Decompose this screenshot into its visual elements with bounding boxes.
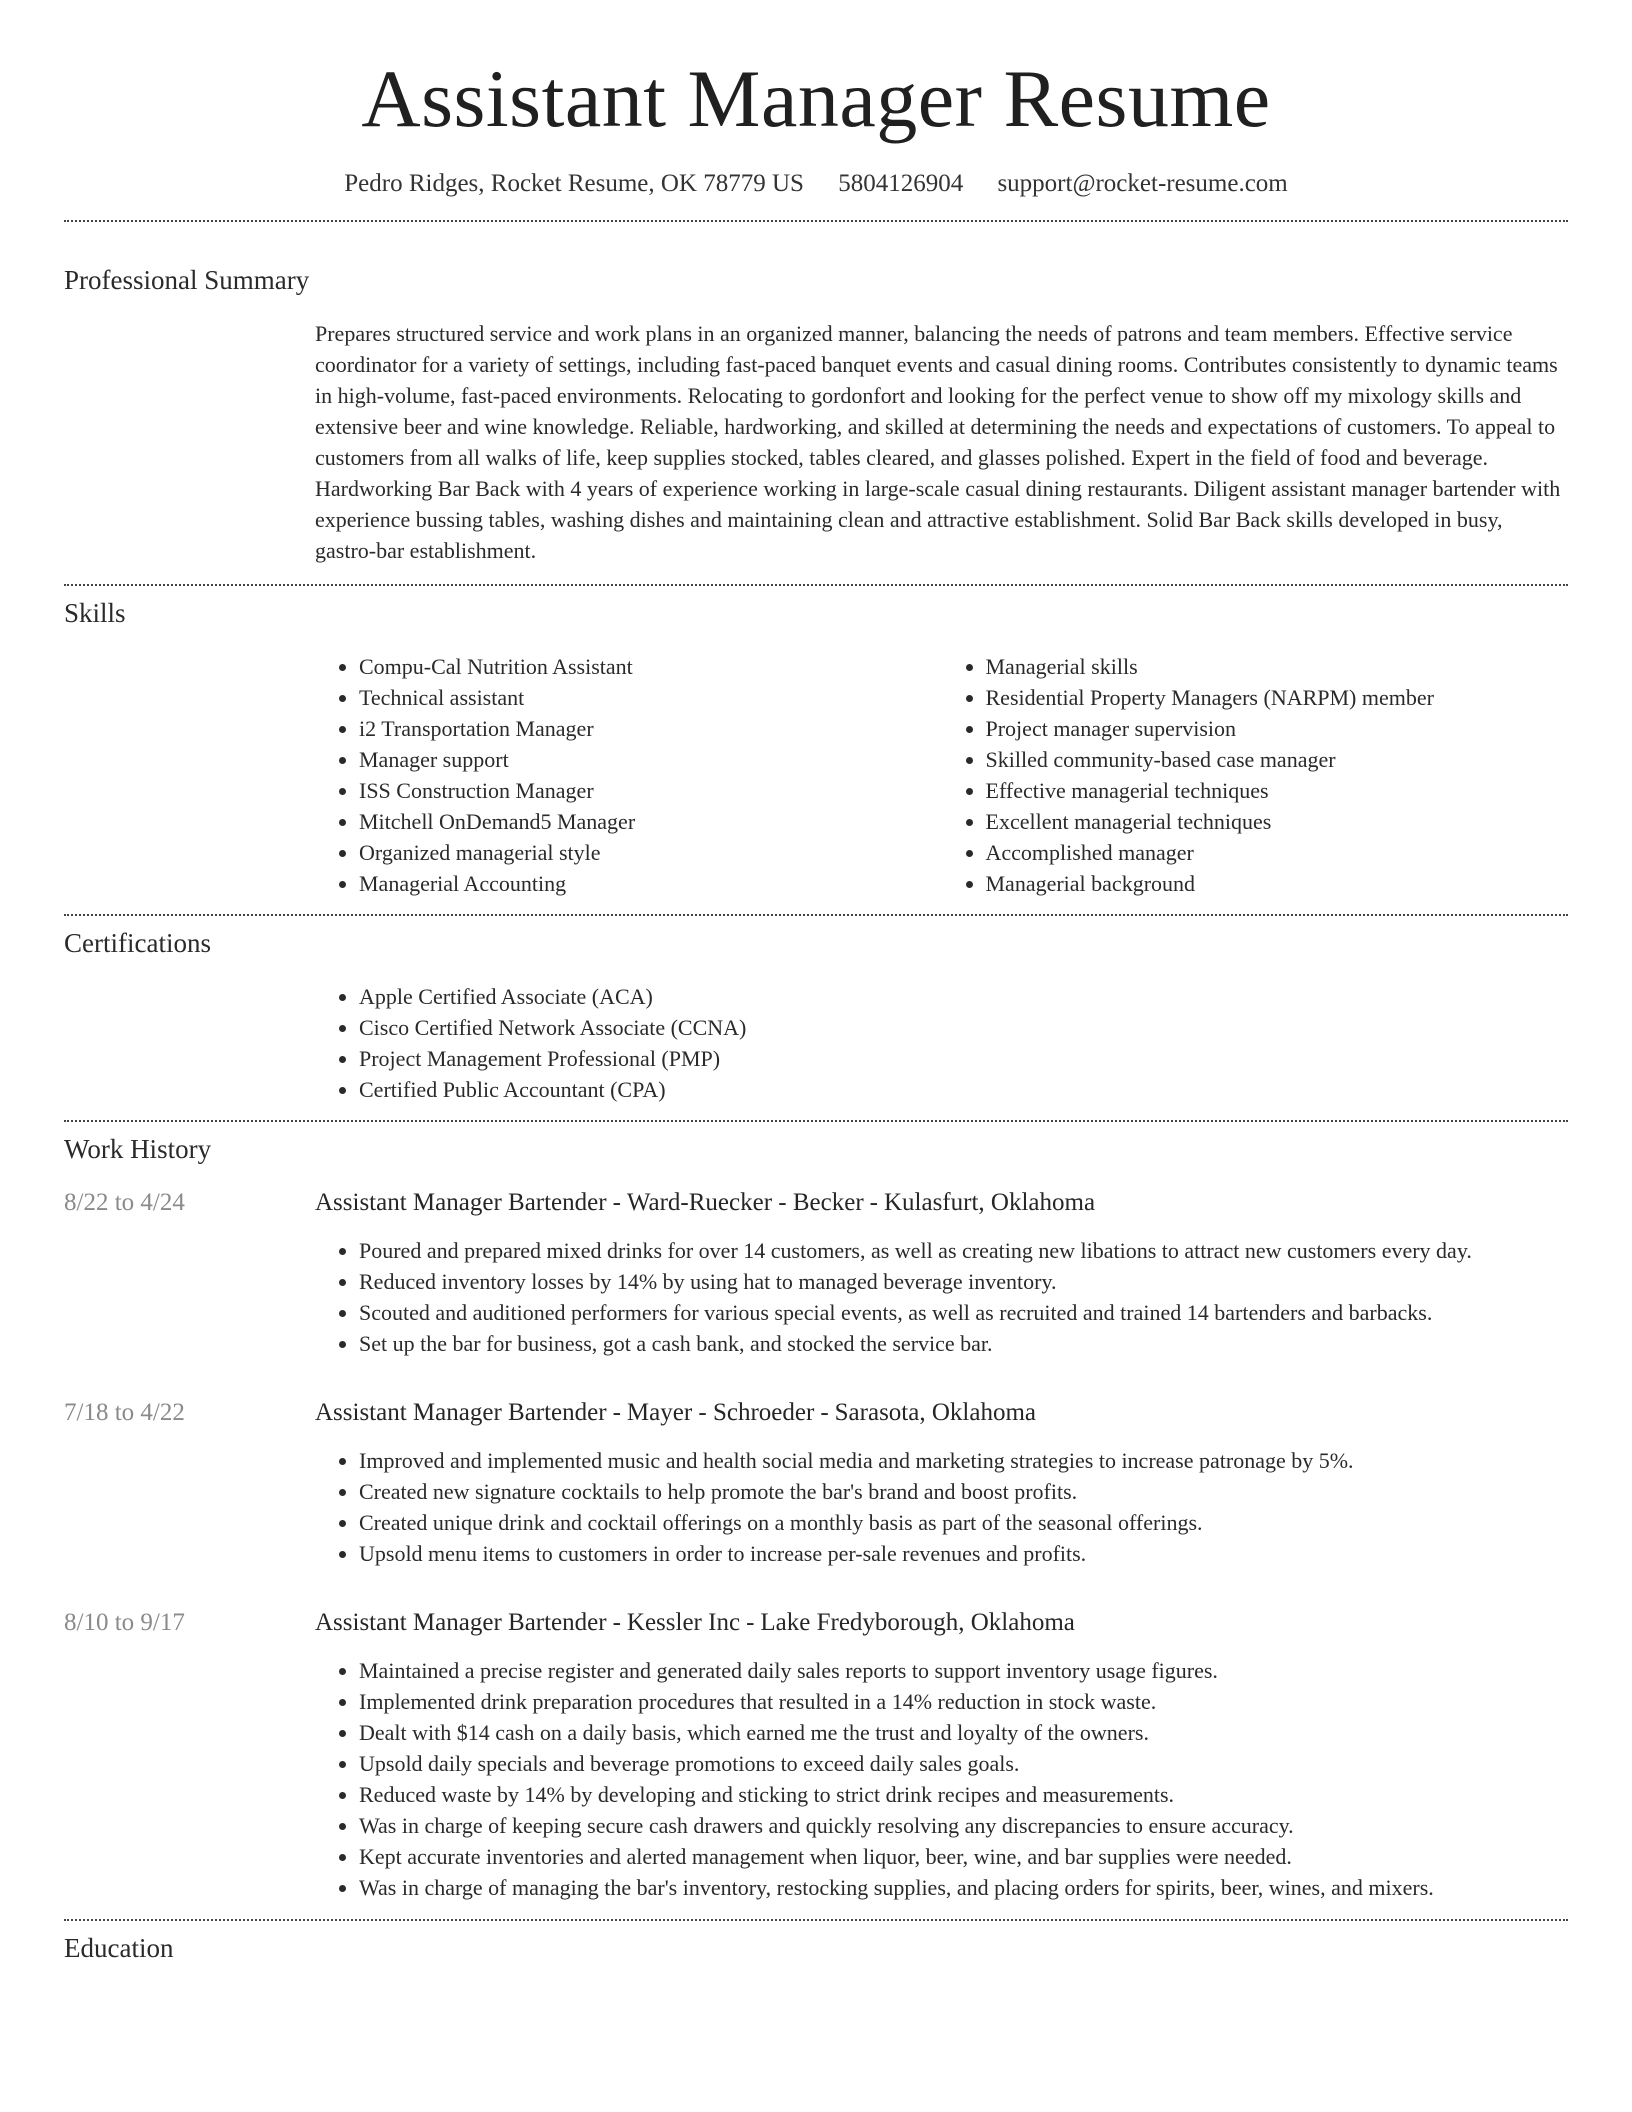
job-company: Mayer - Schroeder <box>626 1399 815 1426</box>
certification-item: • Cisco Certified Network Associate (CCNA) <box>359 1012 1568 1043</box>
skills-list-right <box>942 651 1569 899</box>
skill-item: • Managerial background <box>986 868 1569 899</box>
job-bullet: • Created unique drink and cocktail offerings on a monthly basis as part of the seasonal offerings. <box>359 1507 1568 1538</box>
section-work-history <box>64 1122 1568 1903</box>
certifications-body <box>315 981 1568 1105</box>
section-heading: Professional Summary <box>64 265 310 295</box>
resume-page <box>64 0 1568 1964</box>
skill-item: • Accomplished manager <box>986 837 1569 868</box>
job-location: Sarasota, Oklahoma <box>834 1399 1036 1426</box>
job-body <box>315 1445 1568 1569</box>
job-bullet: • Reduced inventory losses by 14% by using hat to managed beverage inventory. <box>359 1266 1568 1297</box>
job-location: Lake Fredyborough, Oklahoma <box>760 1609 1075 1636</box>
contact-phone: 5804126904 <box>838 170 964 197</box>
job-dates: 8/10 to 9/17 <box>64 1609 185 1636</box>
section-heading: Education <box>64 1933 174 1963</box>
job-dates: 8/22 to 4/24 <box>64 1189 185 1216</box>
job-dates: 7/18 to 4/22 <box>64 1399 185 1426</box>
summary-body <box>315 318 1568 566</box>
job-bullet: • Created new signature cocktails to help promote the bar's brand and boost profits. <box>359 1476 1568 1507</box>
job-bullet: • Upsold daily specials and beverage promotions to exceed daily sales goals. <box>359 1748 1568 1779</box>
skill-item: • Excellent managerial techniques <box>986 806 1569 837</box>
job-entry <box>64 1609 1568 1903</box>
skill-item: • Skilled community-based case manager <box>986 744 1569 775</box>
job-bullets <box>315 1445 1568 1569</box>
job-location: Kulasfurt, Oklahoma <box>883 1189 1096 1216</box>
job-bullet: • Maintained a precise register and generated daily sales reports to support inventory usage figures. <box>359 1655 1568 1686</box>
skill-item: • Manager support <box>359 744 942 775</box>
job-bullet: • Kept accurate inventories and alerted management when liquor, beer, wine, and bar supplies were needed. <box>359 1841 1568 1872</box>
skills-list-left <box>315 651 942 899</box>
contact-line <box>64 170 1568 198</box>
job-bullet: • Upsold menu items to customers in order to increase per-sale revenues and profits. <box>359 1538 1568 1569</box>
job-bullet: • Dealt with $14 cash on a daily basis, which earned me the trust and loyalty of the owners. <box>359 1717 1568 1748</box>
job-title: Assistant Manager Bartender <box>315 1609 607 1636</box>
job-bullet: • Scouted and auditioned performers for various special events, as well as recruited and trained 14 bartenders and barbacks. <box>359 1297 1568 1328</box>
section-education <box>64 1921 1568 1964</box>
resume-title: Assistant Manager Resume <box>361 53 1271 144</box>
skill-item: • Residential Property Managers (NARPM) member <box>986 682 1569 713</box>
section-heading: Skills <box>64 598 126 628</box>
job-body <box>315 1655 1568 1903</box>
job-title: Assistant Manager Bartender <box>315 1189 607 1216</box>
job-bullet: • Was in charge of managing the bar's inventory, restocking supplies, and placing orders for spirits, beer, wines, and mixers. <box>359 1872 1568 1903</box>
job-entry <box>64 1189 1568 1359</box>
job-company: Kessler Inc <box>626 1609 741 1636</box>
skill-item: • Compu-Cal Nutrition Assistant <box>359 651 942 682</box>
certification-item: • Certified Public Accountant (CPA) <box>359 1074 1568 1105</box>
skill-item: • Managerial skills <box>986 651 1569 682</box>
job-bullet: • Set up the bar for business, got a cash bank, and stocked the service bar. <box>359 1328 1568 1359</box>
job-body <box>315 1235 1568 1359</box>
skill-item: • i2 Transportation Manager <box>359 713 942 744</box>
job-bullets <box>315 1235 1568 1359</box>
job-heading: Assistant Manager Bartender - Kessler Inc - Lake Fredyborough, Oklahoma <box>315 1609 1075 1636</box>
certification-item: • Apple Certified Associate (ACA) <box>359 981 1568 1012</box>
job-heading: Assistant Manager Bartender - Mayer - Schroeder - Sarasota, Oklahoma <box>315 1399 1036 1426</box>
summary-text: Prepares structured service and work plans in an organized manner, balancing the needs of patrons and team members. Effective service coordinator for a variety of settings, including fast-paced banquet events and casual dining rooms. Contributes consistently to dynamic teams in high-volume, fast-paced environments. Relocating to gordonfort and looking for the perfect venue to show off my mixology skills and extensive beer and wine knowledge. Reliable, hardworking, and skilled at determining the needs and expectations of customers. To appeal to customers from all walks of life, keep supplies stocked, tables cleared, and glasses polished. Expert in the field of food and beverage. Hardworking Bar Back with 4 years of experience working in large-scale casual dining restaurants. Diligent assistant manager bartender with experience bussing tables, washing dishes and maintaining clean and attractive establishment. Solid Bar Back skills developed in busy, gastro-bar establishment. <box>315 321 1561 563</box>
skill-item: • Managerial Accounting <box>359 868 942 899</box>
section-certifications <box>64 916 1568 1105</box>
skill-item: • Effective managerial techniques <box>986 775 1569 806</box>
job-bullet: • Poured and prepared mixed drinks for over 14 customers, as well as creating new libations to attract new customers every day. <box>359 1235 1568 1266</box>
job-bullet: • Reduced waste by 14% by developing and sticking to strict drink recipes and measurements. <box>359 1779 1568 1810</box>
section-heading: Certifications <box>64 928 211 958</box>
skill-item: • ISS Construction Manager <box>359 775 942 806</box>
skill-item: • Project manager supervision <box>986 713 1569 744</box>
skill-item: • Technical assistant <box>359 682 942 713</box>
job-entry <box>64 1399 1568 1569</box>
skill-item: • Mitchell OnDemand5 Manager <box>359 806 942 837</box>
contact-email: support@rocket-resume.com <box>997 170 1288 197</box>
section-heading: Work History <box>64 1134 212 1164</box>
skill-item: • Organized managerial style <box>359 837 942 868</box>
skills-grid <box>315 651 1568 899</box>
section-skills <box>64 586 1568 899</box>
section-summary <box>64 222 1568 566</box>
job-company: Ward-Ruecker - Becker <box>626 1189 864 1216</box>
job-heading: Assistant Manager Bartender - Ward-Ruecker - Becker - Kulasfurt, Oklahoma <box>315 1189 1096 1216</box>
job-bullets <box>315 1655 1568 1903</box>
job-bullet: • Improved and implemented music and health social media and marketing strategies to increase patronage by 5%. <box>359 1445 1568 1476</box>
job-bullet: • Was in charge of keeping secure cash drawers and quickly resolving any discrepancies to ensure accuracy. <box>359 1810 1568 1841</box>
certification-item: • Project Management Professional (PMP) <box>359 1043 1568 1074</box>
contact-address: Pedro Ridges, Rocket Resume, OK 78779 US <box>344 170 804 197</box>
job-bullet: • Implemented drink preparation procedures that resulted in a 14% reduction in stock waste. <box>359 1686 1568 1717</box>
certifications-list <box>315 981 1568 1105</box>
job-title: Assistant Manager Bartender <box>315 1399 607 1426</box>
